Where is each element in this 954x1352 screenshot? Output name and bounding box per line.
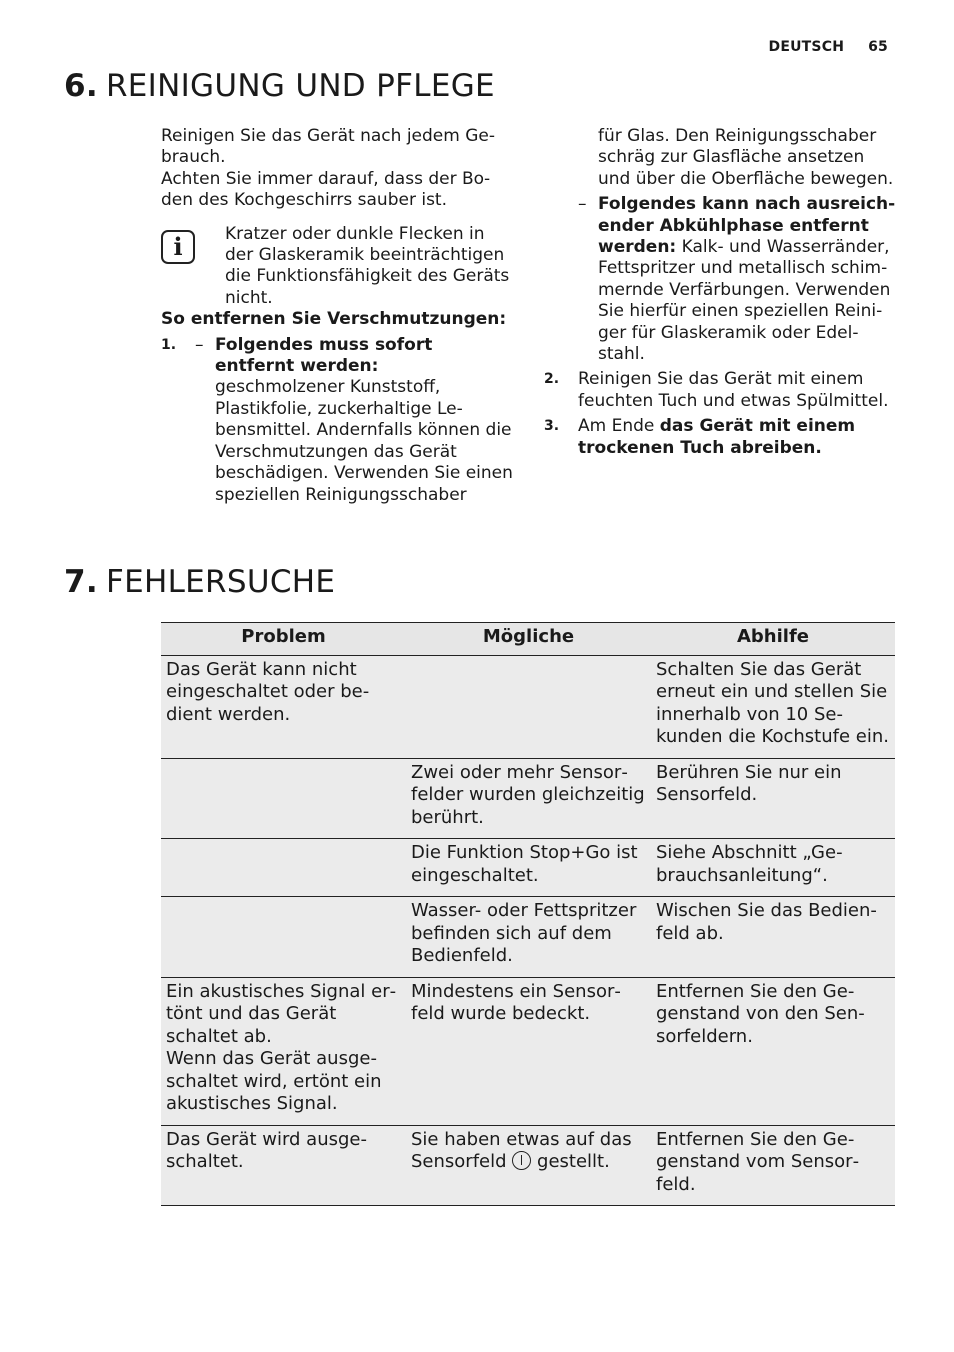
step-3: [544, 416, 896, 459]
step-3-pre: Am Ende: [578, 416, 655, 437]
table-row: [161, 977, 895, 1125]
step-1-bold: Folgendes muss sofort entfernt werden:: [215, 334, 433, 377]
info-icon: i: [161, 230, 195, 264]
right-column: [544, 126, 896, 459]
step-1b-dash: –: [578, 194, 587, 215]
step-2-number: 2.: [544, 371, 560, 388]
cause-pre: Sie haben etwas auf das Sensorfeld: [411, 1128, 632, 1172]
info-note: [161, 224, 513, 310]
cause-cell: [406, 655, 651, 758]
step-1-text: geschmolzener Kunststoff, Plastikfolie, zuckerhaltige Lebensmittel. Andernfalls können die Verschmutzungen das Gerät beschädigen. Verwenden Sie einen speziellen Reinigungsschaber: [215, 377, 513, 505]
table-row: [161, 897, 895, 978]
cause-cell: Mindestens ein Sensorfeld wurde bedeckt.: [406, 977, 651, 1125]
step-1-dash: –: [195, 334, 204, 355]
section-6-title: REINIGUNG UND PFLEGE: [105, 68, 495, 104]
step-1-number: 1.: [161, 336, 177, 353]
info-text: Kratzer oder dunkle Flecken in der Glaskeramik beeinträchtigen die Funktionsfähigkeit des Geräts nicht.: [225, 223, 510, 308]
column-header-remedy: Abhilfe: [651, 623, 895, 656]
header-language: DEUTSCH: [768, 39, 845, 55]
step-3-bold: das Gerät mit einem trockenen Tuch abreiben.: [578, 416, 856, 458]
section-7-title: FEHLERSUCHE: [105, 564, 336, 600]
step-1-second-point: [578, 194, 896, 365]
section-7-number: 7.: [64, 564, 98, 600]
problem-cell: [161, 758, 406, 839]
step-2-text: Reinigen Sie das Gerät mit einem feuchten Tuch und etwas Spülmittel.: [578, 369, 889, 411]
section-7-heading: [64, 564, 335, 600]
troubleshooting-table: [161, 622, 895, 1206]
intro-paragraph-1: Reinigen Sie das Gerät nach jedem Gebrauch.: [161, 126, 495, 168]
remedy-cell: Siehe Abschnitt „Gebrauchsanleitung“.: [651, 839, 895, 897]
step-2: [544, 369, 896, 412]
problem-cell: [161, 839, 406, 897]
section-6-number: 6.: [64, 68, 98, 104]
step-1b-text: Kalk- und Wasserränder, Fettspritzer und metallisch schimmernde Verfärbungen. Verwenden Sie hierfür einen speziellen Reiniger für Glaskeramik oder Edelstahl.: [598, 237, 891, 365]
table-header-row: [161, 623, 895, 656]
power-icon: [512, 1151, 531, 1170]
table-row: [161, 1125, 895, 1206]
problem-cell: [161, 897, 406, 978]
remedy-cell: Entfernen Sie den Gegenstand vom Sensorfeld.: [651, 1125, 895, 1206]
page-header: [769, 39, 888, 55]
problem-cell: Das Gerät wird ausgeschaltet.: [161, 1125, 406, 1206]
problem-cell: Das Gerät kann nicht eingeschaltet oder bedient werden.: [161, 655, 406, 758]
remedy-cell: Entfernen Sie den Gegenstand von den Sensorfeldern.: [651, 977, 895, 1125]
section-6-heading: [64, 68, 495, 104]
step-1: [161, 335, 513, 506]
remedy-cell: Schalten Sie das Gerät erneut ein und stellen Sie innerhalb von 10 Sekunden die Kochstufe ein.: [651, 655, 895, 758]
cause-cell: Zwei oder mehr Sensorfelder wurden gleichzeitig berührt.: [406, 758, 651, 839]
remedy-cell: Wischen Sie das Bedienfeld ab.: [651, 897, 895, 978]
table-row: [161, 839, 895, 897]
cause-cell: Die Funktion Stop+Go ist eingeschaltet.: [406, 839, 651, 897]
cause-cell: Wasser- oder Fettspritzer befinden sich auf dem Bedienfeld.: [406, 897, 651, 978]
table-row: [161, 758, 895, 839]
remedy-cell: Berühren Sie nur ein Sensorfeld.: [651, 758, 895, 839]
step-3-number: 3.: [544, 418, 560, 435]
step-1-continued: für Glas. Den Reinigungsschaber schräg zur Glasfläche ansetzen und über die Oberfläche bewegen.: [598, 126, 894, 189]
intro-paragraph-2: Achten Sie immer darauf, dass der Boden des Kochgeschirrs sauber ist.: [161, 168, 491, 211]
page-number: 65: [868, 39, 888, 55]
step-1b-bold: Folgendes kann nach ausreichender Abkühlphase entfernt werden:: [598, 194, 896, 258]
cause-cell: [406, 1125, 651, 1206]
problem-cell: Ein akustisches Signal ertönt und das Gerät schaltet ab. Wenn das Gerät ausgeschaltet wird, ertönt ein akustisches Signal.: [161, 977, 406, 1125]
left-column: [161, 126, 513, 506]
cause-post: gestellt.: [537, 1151, 610, 1172]
table-row: [161, 655, 895, 758]
column-header-cause: Mögliche: [406, 623, 651, 656]
subheading: So entfernen Sie Verschmutzungen:: [161, 309, 507, 330]
column-header-problem: Problem: [161, 623, 406, 656]
